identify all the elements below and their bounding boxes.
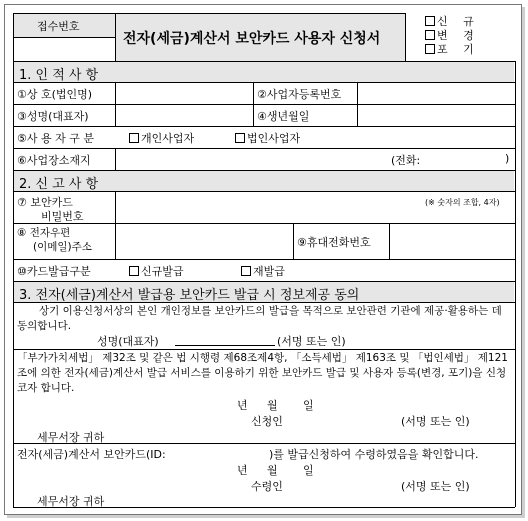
address-label: ⑥사업장소재지 (17, 154, 91, 167)
section3-heading: 3. 전자(세금)계산서 발급용 보안카드 발급 시 정보제공 동의 (19, 288, 360, 303)
consent-text: 상기 이용신청서상의 본인 개인정보를 보안카드의 발급을 목적으로 보안관련 기관에 제공·활용하는 데 동의합니다. (17, 305, 502, 332)
legal-text: 「부가가치세법」 제32조 및 같은 법 시행령 제68조제4항, 「소득세법」 제163조 및 「법인세법」 제121조에 의한 전자(세금)계산서 발급 서비스를 이용하기 위한 보안카드 발급 및 사용자 등록(변경, 포기)을 신청코자 합니다. (17, 352, 508, 394)
tax-office-addressee: 세무서장 귀하 (37, 431, 105, 444)
user-type-individual[interactable]: 개인사업자 (129, 130, 194, 146)
date-day: 일 (303, 399, 314, 412)
consent-signer: 성명(대표자) (97, 335, 159, 348)
receipt-prefix: 전자(세금)계산서 보안카드(ID: (17, 448, 166, 461)
birth-date-label: ④생년월일 (257, 110, 310, 123)
date-month: 월 (267, 399, 278, 412)
checkbox[interactable] (425, 44, 435, 54)
security-card-label-1: ⑦ 보안카드 (17, 196, 73, 209)
phone-label: (전화: (391, 154, 421, 167)
receipt-suffix: )를 발급신청하여 수령하였음을 확인합니다. (269, 448, 479, 461)
biz-reg-no-label: ②사업자등록번호 (257, 88, 342, 101)
card-type-label: ⑩카드발급구분 (17, 265, 91, 278)
section2-heading: 2. 신 고 사 항 (19, 177, 99, 192)
form-title: 전자(세금)계산서 보안카드 사용자 신청서 (123, 31, 381, 47)
card-type-new[interactable]: 신규발급 (129, 263, 184, 279)
checkbox[interactable] (129, 266, 139, 276)
consent-sign-line (175, 345, 275, 346)
card-type-reissue[interactable]: 재발급 (241, 263, 285, 279)
option-change[interactable]: 변 경 (425, 27, 480, 43)
receipt-date-year: 년 (237, 464, 248, 477)
option-cancel[interactable]: 포 기 (425, 41, 480, 57)
phone-close: ) (505, 152, 510, 165)
applicant-label: 신청인 (251, 415, 283, 428)
security-card-label-2: 비밀번호 (41, 210, 84, 223)
user-type-label: ⑤사 용 자 구 분 (17, 132, 94, 145)
form-frame (4, 4, 522, 515)
email-label-2: (이메일)주소 (33, 241, 92, 253)
name-label: ③성명(대표자) (17, 110, 89, 123)
receipt-number-label: 접수번호 (37, 20, 80, 33)
receiver-label: 수령인 (251, 480, 283, 493)
receipt-addressee: 세무서장 귀하 (37, 495, 105, 508)
consent-sign-hint: (서명 또는 인) (277, 335, 346, 348)
user-type-corporate[interactable]: 법인사업자 (235, 130, 300, 146)
company-name-label: ①상 호(법인명) (17, 88, 93, 101)
section1-heading: 1. 인 적 사 항 (19, 68, 99, 83)
receipt-date-day: 일 (303, 464, 314, 477)
checkbox[interactable] (241, 266, 251, 276)
email-label-1: ⑧ 전자우편 (17, 227, 71, 239)
receiver-sign-hint: (서명 또는 인) (401, 480, 470, 493)
checkbox[interactable] (129, 133, 139, 143)
option-new[interactable]: 신 규 (425, 13, 480, 29)
mobile-label: ⑨휴대전화번호 (297, 236, 371, 249)
date-year: 년 (237, 399, 248, 412)
receipt-date-month: 월 (267, 464, 278, 477)
checkbox[interactable] (235, 133, 245, 143)
security-card-note: (※ 숫자의 조합, 4자) (425, 198, 500, 207)
applicant-sign-hint: (서명 또는 인) (401, 415, 470, 428)
checkbox[interactable] (425, 16, 435, 26)
checkbox[interactable] (425, 30, 435, 40)
